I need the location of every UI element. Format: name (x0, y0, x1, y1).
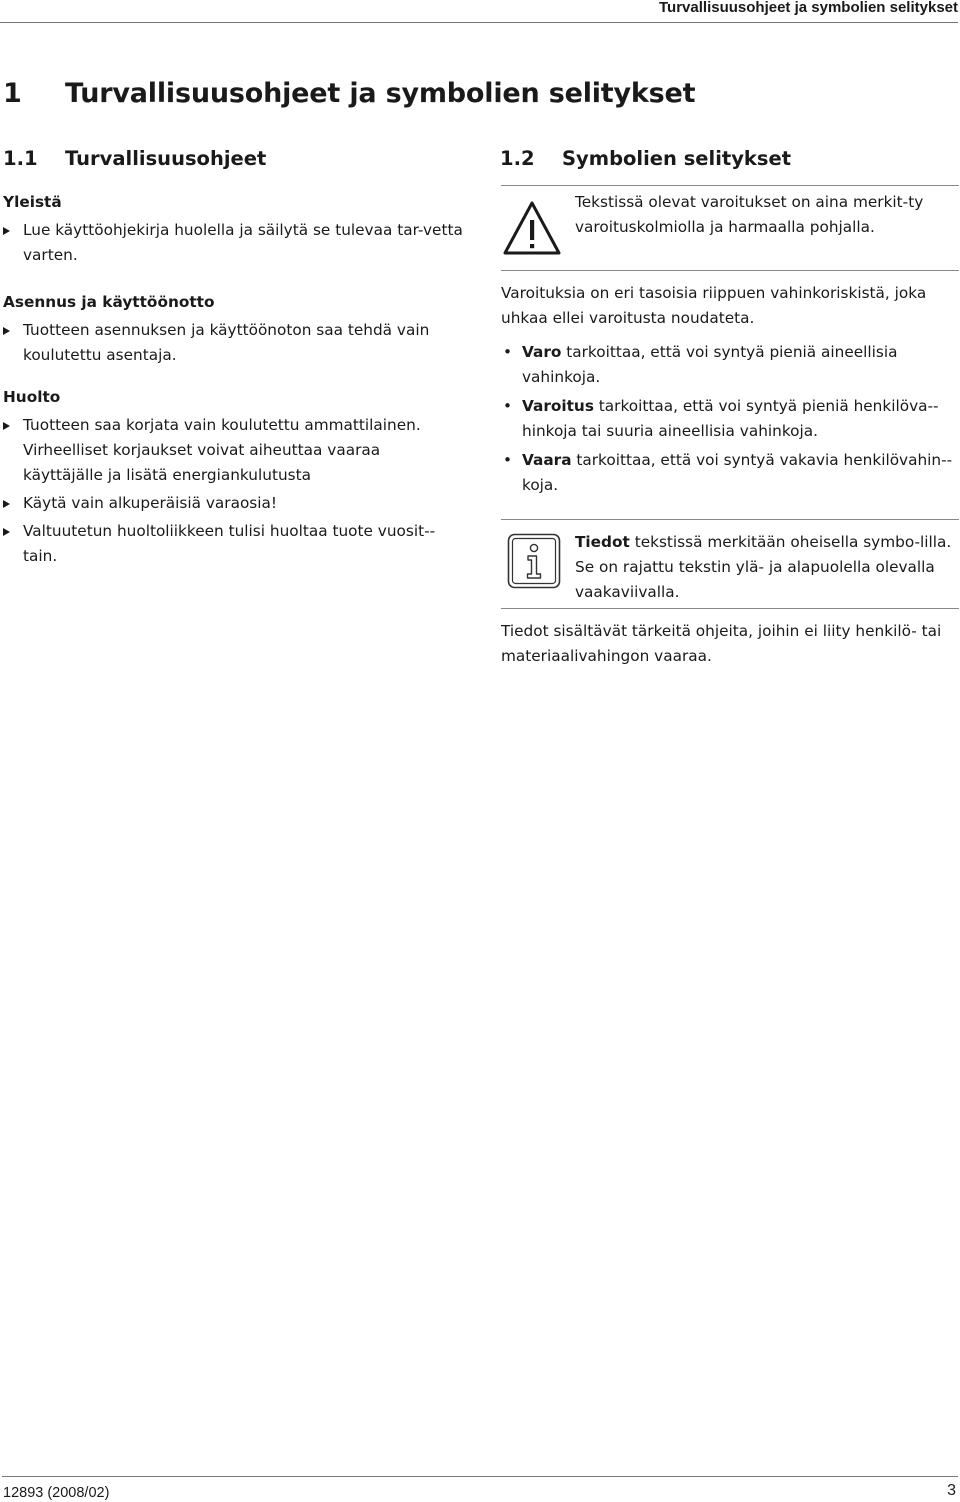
subheading-yleista: Yleistä (3, 193, 62, 211)
list-asennus (3, 318, 463, 368)
triangle-bullet-icon (3, 227, 10, 235)
list-item: Tuotteen saa korjata vain koulutettu ammattilainen. Virheelliset korjaukset voivat aiheuttaa vaaraa käyttäjälle ja lisätä energiankulutusta (3, 413, 463, 488)
warning-triangle-icon (501, 199, 563, 262)
footer-doc-id: 12893 (2008/02) (3, 1485, 110, 1501)
section-title-text: Turvallisuusohjeet (65, 147, 267, 170)
chapter-title (3, 78, 695, 109)
warning-notice (501, 185, 959, 271)
list-item: Valtuutetun huoltoliikkeen tulisi huoltaa tuote vuosit-tain. (3, 519, 463, 569)
footer-divider (2, 1476, 958, 1477)
info-notice (501, 519, 959, 609)
warning-levels-list (501, 340, 959, 498)
info-notice-text: Tiedot tekstissä merkitään oheisella symbo-lilla. Se on rajattu tekstin ylä- ja alapuolella olevalla vaakaviivalla. (575, 533, 952, 601)
list-huolto (3, 413, 463, 569)
left-column (3, 190, 463, 569)
warning-intro: Varoituksia on eri tasoisia riippuen vahinkoriskistä, joka uhkaa ellei varoitusta noudateta. (501, 284, 927, 327)
subheading-asennus: Asennus ja käyttöönotto (3, 293, 215, 311)
info-note: Tiedot sisältävät tärkeitä ohjeita, joihin ei liity henkilö- tai materiaalivahingon vaaraa. (501, 622, 942, 665)
section-title-text: Symbolien selitykset (562, 147, 792, 170)
list-item: • Vaara tarkoittaa, että voi syntyä vakavia henkilövahin-koja. (503, 451, 953, 494)
chapter-number: 1 (3, 78, 22, 109)
section-number: 1.2 (500, 147, 535, 170)
triangle-bullet-icon (3, 422, 10, 430)
info-icon (507, 533, 561, 594)
chapter-title-text: Turvallisuusohjeet ja symbolien selitykset (65, 78, 696, 109)
page-number: 3 (947, 1482, 956, 1499)
triangle-bullet-icon (3, 500, 10, 508)
running-header: Turvallisuusohjeet ja symbolien selitykset (0, 0, 958, 23)
right-column (501, 185, 959, 669)
warning-notice-text: Tekstissä olevat varoitukset on aina merkit-ty varoituskolmiolla ja harmaalla pohjalla. (575, 193, 924, 236)
section-1-1-title (3, 147, 266, 170)
list-item: Tuotteen asennuksen ja käyttöönoton saa tehdä vain koulutettu asentaja. (3, 318, 463, 368)
section-1-2-title (500, 147, 791, 170)
list-item: Lue käyttöohjekirja huolella ja säilytä se tulevaa tar-vetta varten. (3, 218, 463, 268)
section-number: 1.1 (3, 147, 38, 170)
triangle-bullet-icon (3, 528, 10, 536)
list-item: Käytä vain alkuperäisiä varaosia! (3, 491, 463, 516)
triangle-bullet-icon (3, 327, 10, 335)
list-item: • Varoitus tarkoittaa, että voi syntyä pieniä henkilöva-hinkoja tai suuria aineellisia vahinkoja. (503, 397, 939, 440)
list-yleista (3, 218, 463, 268)
subheading-huolto: Huolto (3, 388, 61, 406)
list-item: • Varo tarkoittaa, että voi syntyä pieniä aineellisia vahinkoja. (503, 343, 898, 386)
